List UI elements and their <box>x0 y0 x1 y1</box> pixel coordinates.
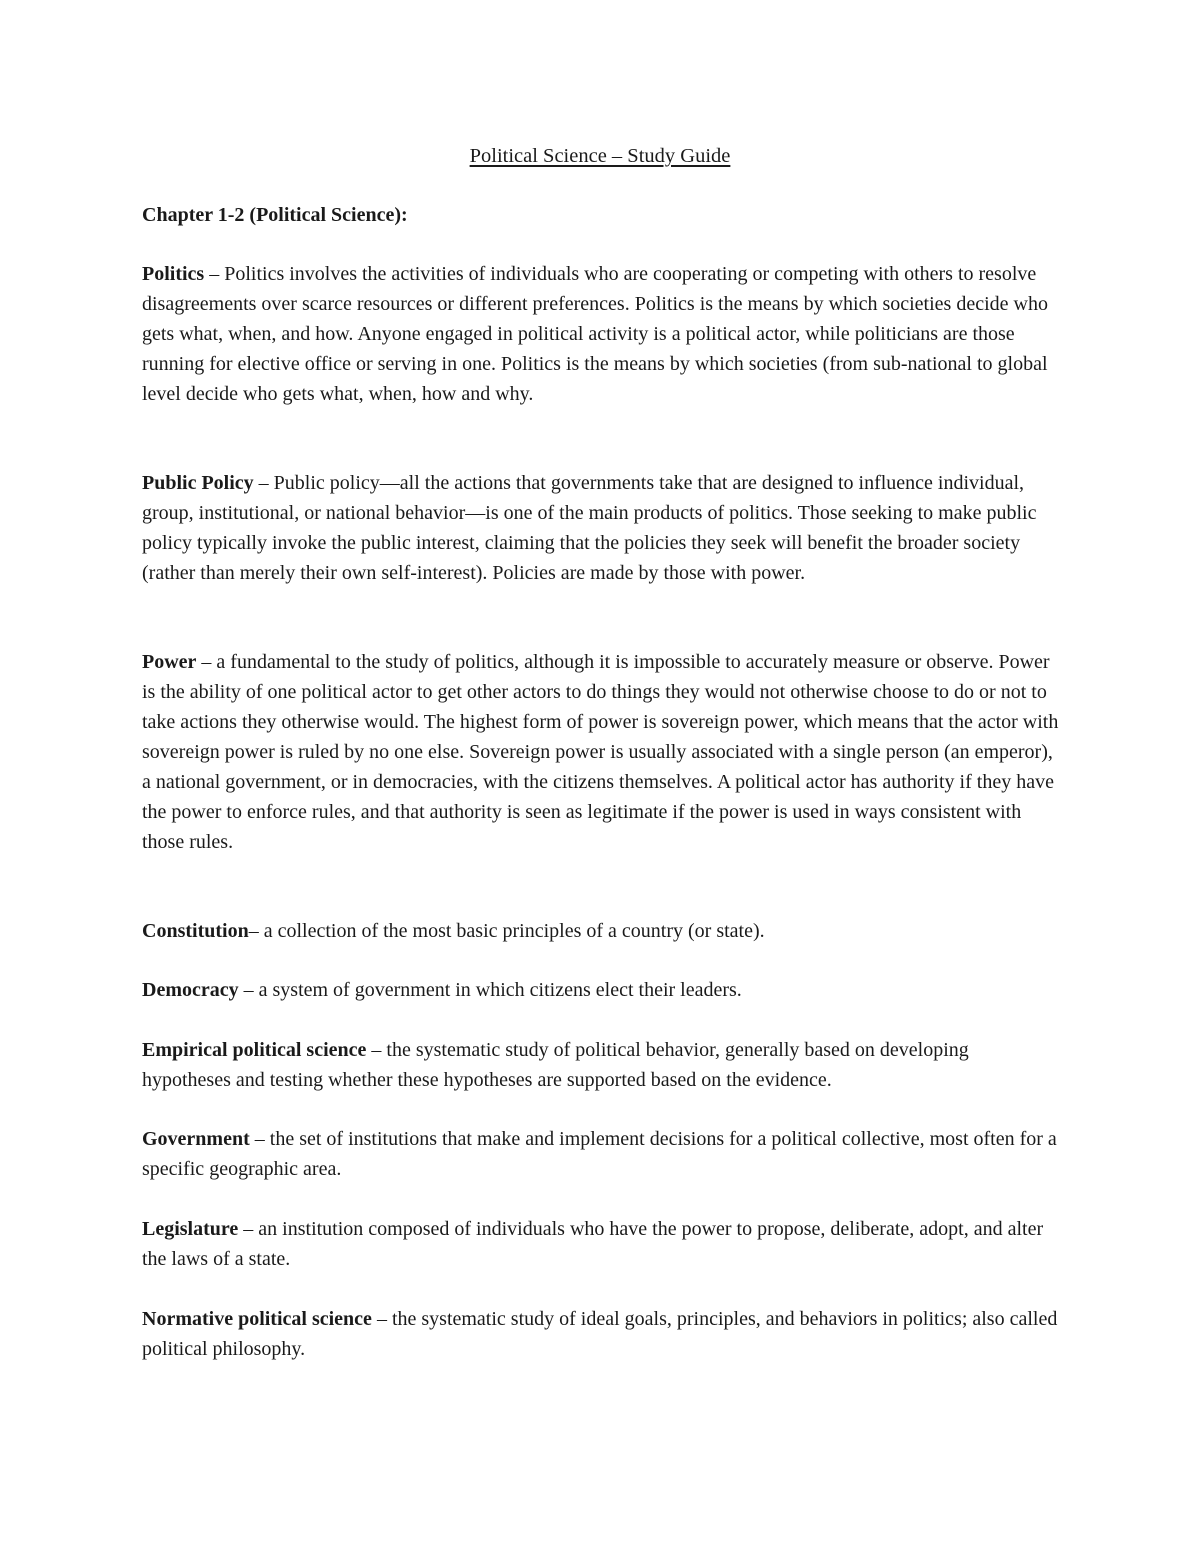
page-title: Political Science – Study Guide <box>469 145 731 167</box>
entry-definition: a system of government in which citizens elect their leaders. <box>258 979 742 1001</box>
entry-separator: – <box>238 979 259 1001</box>
definition-entry-politics <box>142 259 1062 409</box>
entry-term: Government <box>142 1128 250 1150</box>
entry-term: Democracy <box>142 979 239 1001</box>
entry-definition: the systematic study of political behavior, generally based on developing hypotheses and testing whether these hypotheses are supported based on the evidence. <box>142 1039 969 1091</box>
entry-separator: – <box>204 263 225 285</box>
entry-separator: – <box>238 1218 259 1240</box>
entry-definition: the systematic study of ideal goals, principles, and behaviors in politics; also called political philosophy. <box>142 1308 1058 1360</box>
entry-term: Politics <box>142 263 205 285</box>
entry-term: Constitution <box>142 920 249 942</box>
entry-definition: Politics involves the activities of individuals who are cooperating or competing with others to resolve disagreements over scarce resources or different preferences. Politics is the means by which societies decide who gets what, when, and how. Anyone engaged in political activity is a political actor, while politicians are those running for elective office or serving in one. Politics is the means by which societies (from sub-national to global level decide who gets what, when, how and why. <box>142 263 1048 405</box>
definition-entry-democracy <box>142 975 1062 1005</box>
entry-definition: an institution composed of individuals who have the power to propose, deliberate, adopt, and alter the laws of a state. <box>142 1218 1044 1270</box>
entry-definition: Public policy—all the actions that governments take that are designed to influence individual, group, institutional, or national behavior—is one of the main products of politics. Those seeking to make public policy typically invoke the public interest, claiming that the policies they seek will benefit the broader society (rather than merely their own self-interest). Policies are made by those with power. <box>142 472 1037 584</box>
definition-entry-empirical-political-science <box>142 1035 1062 1095</box>
entry-definition: the set of institutions that make and implement decisions for a political collective, most often for a specific geographic area. <box>142 1128 1057 1180</box>
entry-term: Legislature <box>142 1218 239 1240</box>
entry-term: Normative political science <box>142 1308 372 1330</box>
entry-term: Power <box>142 651 197 673</box>
chapter-heading: Chapter 1-2 (Political Science): <box>142 204 408 226</box>
entry-term: Empirical political science <box>142 1039 367 1061</box>
entry-separator: – <box>371 1308 392 1330</box>
definition-entry-legislature <box>142 1214 1062 1274</box>
entry-separator: – <box>253 472 274 494</box>
definition-entry-power <box>142 647 1062 857</box>
definition-entry-public-policy <box>142 468 1062 588</box>
entry-separator: – <box>249 1128 270 1150</box>
entry-separator: – <box>196 651 217 673</box>
entry-separator: – <box>248 920 264 942</box>
definition-entry-constitution <box>142 916 1062 946</box>
entry-separator: – <box>366 1039 387 1061</box>
entry-term: Public Policy <box>142 472 254 494</box>
entry-definition: a collection of the most basic principles of a country (or state). <box>263 920 765 942</box>
entry-definition: a fundamental to the study of politics, although it is impossible to accurately measure or observe. Power is the ability of one political actor to get other actors to do things they would not otherwise choose to do or not to take actions they otherwise would. The highest form of power is sovereign power, which means that the actor with sovereign power is ruled by no one else. Sovereign power is usually associated with a single person (an emperor), a national government, or in democracies, with the citizens themselves. A political actor has authority if they have the power to enforce rules, and that authority is seen as legitimate if the power is used in ways consistent with those rules. <box>142 651 1059 853</box>
definition-entry-normative-political-science <box>142 1304 1062 1364</box>
definition-entry-government <box>142 1124 1062 1184</box>
